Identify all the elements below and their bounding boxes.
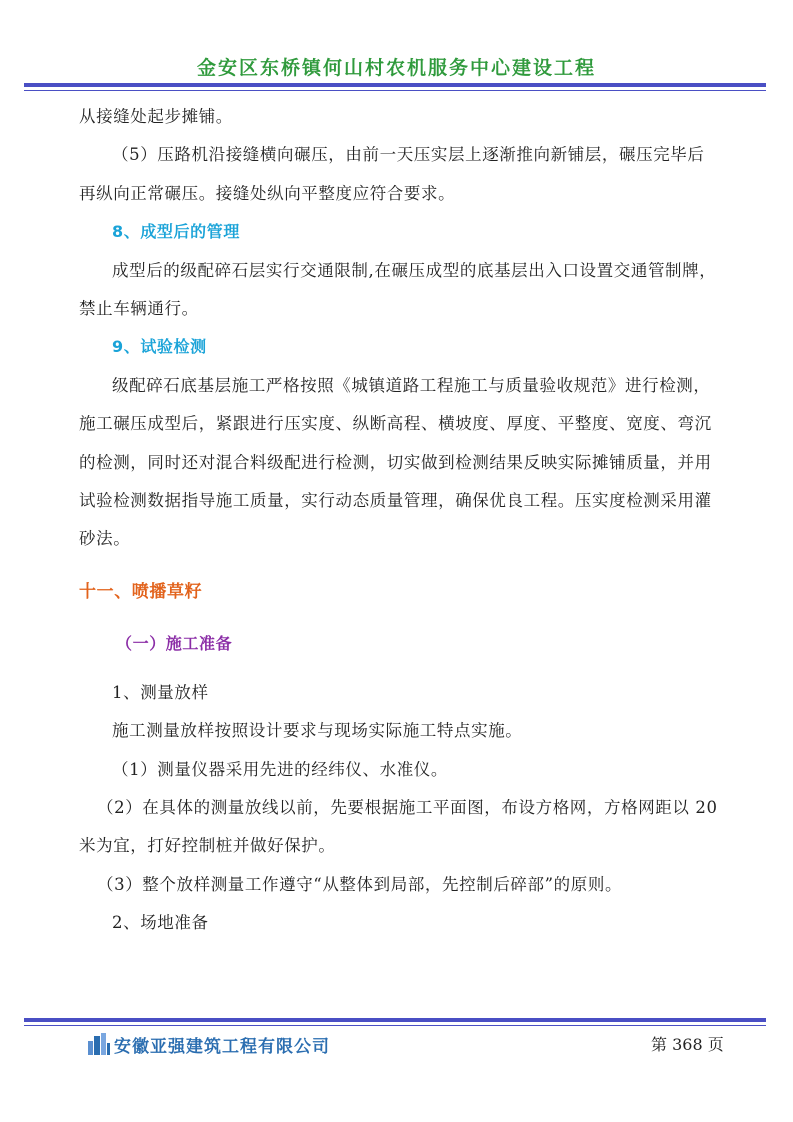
body-paragraph: 施工测量放样按照设计要求与现场实际施工特点实施。	[112, 721, 523, 741]
body-paragraph: 级配碎石底基层施工严格按照《城镇道路工程施工与质量验收规范》进行检测，施工碾压成型后，紧跟进行压实度、纵断高程、横坡度、厚度、平整度、宽度、弯沉的检测，同时还对混合料级配进行检测，切实做到检测结果反映实际摊铺质量，并用试验检测数据指导施工质量，实行动态质量管理，确保优良工程。压实度检测采用灌砂法。	[79, 375, 712, 549]
section-heading: 8、成型后的管理	[112, 222, 240, 242]
document-body	[79, 98, 719, 943]
list-item: （3）整个放样测量工作遵守“从整体到局部，先控制后碎部”的原则。	[97, 874, 623, 894]
page-number: 第 368 页	[651, 1035, 724, 1054]
body-paragraph: 从接缝处起步摊铺。	[79, 107, 233, 126]
list-item: （2）在具体的测量放线以前，先要根据施工平面图，布设方格网，方格网距以 20 米为宜，打好控制桩并做好保护。	[79, 797, 718, 856]
header-rule-thick	[24, 83, 766, 87]
page-header	[0, 0, 793, 96]
item-heading: 1、测量放样	[112, 682, 209, 702]
list-item: （1）测量仪器采用先进的经纬仪、水准仪。	[112, 759, 448, 779]
subsection-heading: （一）施工准备	[116, 634, 233, 654]
section-heading: 9、试验检测	[112, 337, 207, 357]
header-title: 金安区东桥镇何山村农机服务中心建设工程	[196, 57, 596, 79]
body-paragraph: 成型后的级配碎石层实行交通限制,在碾压成型的底基层出入口设置交通管制牌，禁止车辆通行。	[79, 260, 717, 319]
footer-rule-thick	[24, 1018, 766, 1022]
building-logo-icon	[87, 1033, 111, 1059]
header-rule-thin	[24, 90, 766, 91]
item-heading: 2、场地准备	[112, 913, 209, 933]
footer-rule-thin	[24, 1025, 766, 1026]
chapter-heading: 十一、喷播草籽	[79, 581, 203, 602]
footer-company-name: 安徽亚强建筑工程有限公司	[114, 1037, 330, 1057]
page-footer	[0, 1018, 793, 1078]
body-paragraph: （5）压路机沿接缝横向碾压，由前一天压实层上逐渐推向新铺层，碾压完毕后再纵向正常碾压。接缝处纵向平整度应符合要求。	[79, 145, 705, 203]
